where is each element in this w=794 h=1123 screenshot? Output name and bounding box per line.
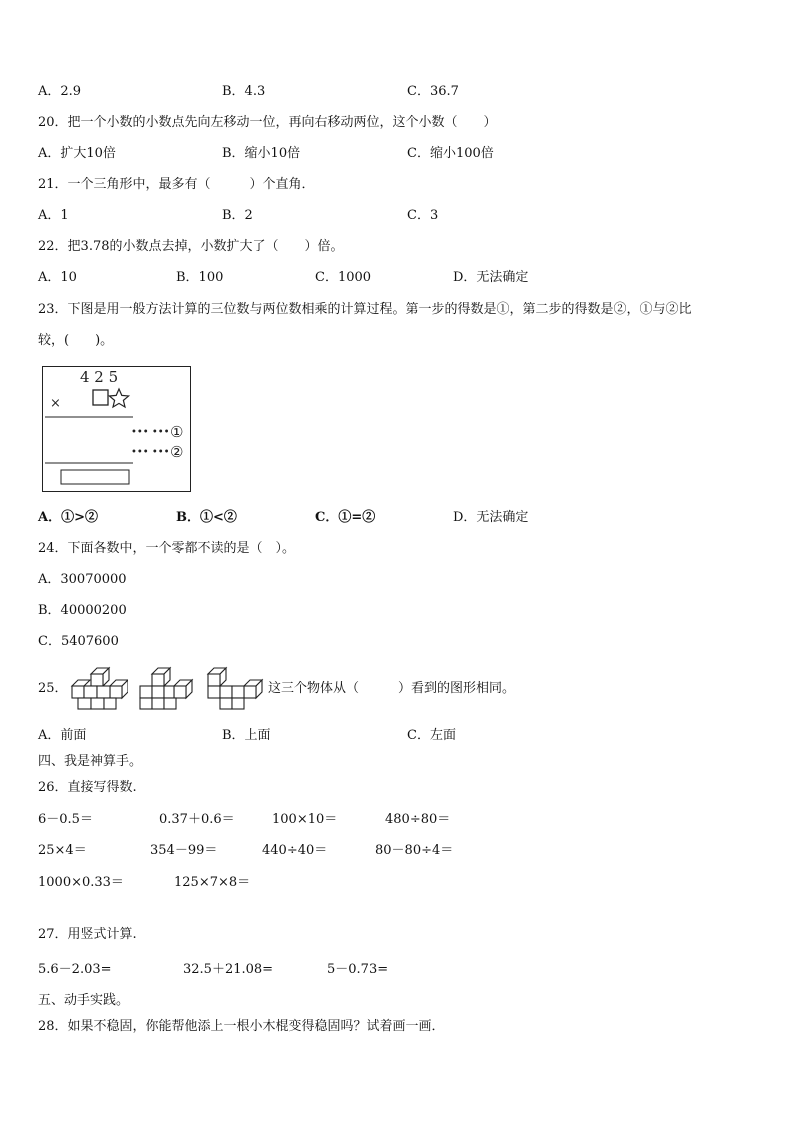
times-sign: × — [50, 396, 61, 411]
q22-stem: 22．把3.78的小数点去掉，小数扩大了（ ）倍。 — [38, 239, 344, 254]
q19-option-b: B．4.3 — [222, 84, 266, 99]
section-5-heading: 五、动手实践。 — [38, 993, 130, 1008]
q28-stem: 28．如果不稳固，你能帮他添上一根小木棍变得稳固吗？试着画一画． — [38, 1019, 445, 1034]
section-4-heading: 四、我是神算手。 — [38, 754, 143, 769]
q26-item: 6－0.5＝ — [38, 812, 93, 827]
multiplication-figure — [42, 366, 191, 492]
q27-item: 5.6－2.03= — [38, 962, 112, 977]
answer-box — [61, 470, 129, 484]
q24-option-a: A．30070000 — [38, 572, 127, 587]
q27-item: 5－0.73= — [327, 962, 389, 977]
multiplication-figure-svg — [43, 367, 190, 491]
q26-item: 0.37＋0.6＝ — [159, 812, 235, 827]
dots-2: ••• ••• — [131, 447, 170, 458]
q21-option-c: C．3 — [407, 208, 439, 223]
q19-option-c: C．36.7 — [407, 84, 459, 99]
circled-one-mark: ① — [170, 423, 184, 441]
q23-option-a: A．①>② — [38, 510, 98, 525]
q26-item: 100×10＝ — [272, 812, 338, 827]
q21-option-b: B．2 — [222, 208, 253, 223]
star-placeholder-icon — [109, 389, 128, 407]
q25-stem: 这三个物体从（ ）看到的图形相同。 — [268, 681, 516, 696]
q25-number: 25． — [38, 681, 68, 696]
q25-option-b: B．上面 — [222, 728, 271, 743]
q23-option-d: D．无法确定 — [453, 510, 529, 525]
q22-option-c: C．1000 — [315, 270, 372, 285]
q26-item: 80－80÷4＝ — [375, 843, 454, 858]
cube-stack-figure-1 — [70, 666, 128, 710]
q22-option-d: D．无法确定 — [453, 270, 529, 285]
q26-item: 125×7×8＝ — [174, 875, 251, 890]
q26-stem: 26．直接写得数. — [38, 780, 137, 795]
multiplicand: 4 2 5 — [80, 368, 119, 386]
dots-1: ••• ••• — [131, 427, 170, 438]
q25-option-a: A．前面 — [38, 728, 87, 743]
q26-item: 354－99＝ — [150, 843, 218, 858]
q26-item: 1000×0.33＝ — [38, 875, 124, 890]
q20-stem: 20．把一个小数的小数点先向左移动一位，再向右移动两位，这个小数（ ） — [38, 115, 497, 130]
q21-stem: 21．一个三角形中，最多有（ ）个直角． — [38, 177, 315, 192]
q20-option-c: C．缩小100倍 — [407, 146, 494, 161]
q23-stem-line2: 较，( )。 — [38, 333, 114, 348]
q19-option-a: A．2.9 — [38, 84, 82, 99]
q26-item: 440÷40＝ — [262, 843, 328, 858]
q27-stem: 27．用竖式计算. — [38, 927, 137, 942]
cube-stack-figure-2 — [138, 666, 194, 710]
q24-stem: 24．下面各数中，一个零都不读的是（ ）。 — [38, 541, 296, 556]
q20-option-a: A．扩大10倍 — [38, 146, 116, 161]
cube-stack-figure-3 — [206, 666, 264, 710]
q23-stem-line1: 23．下图是用一般方法计算的三位数与两位数相乘的计算过程。第一步的得数是①，第二步的得数是②，①与②比 — [38, 302, 692, 317]
q27-item: 32.5＋21.08= — [183, 962, 274, 977]
q22-option-a: A．10 — [38, 270, 77, 285]
q24-option-b: B．40000200 — [38, 603, 127, 618]
q26-item: 480÷80＝ — [385, 812, 451, 827]
square-placeholder-icon — [93, 390, 108, 405]
q21-option-a: A．1 — [38, 208, 69, 223]
q20-option-b: B．缩小10倍 — [222, 146, 301, 161]
circled-two-mark: ② — [170, 443, 184, 461]
q22-option-b: B．100 — [176, 270, 224, 285]
q26-item: 25×4＝ — [38, 843, 87, 858]
q23-option-b: B．①<② — [176, 510, 237, 525]
q24-option-c: C．5407600 — [38, 634, 119, 649]
q23-option-c: C．①=② — [315, 510, 376, 525]
q25-option-c: C．左面 — [407, 728, 456, 743]
